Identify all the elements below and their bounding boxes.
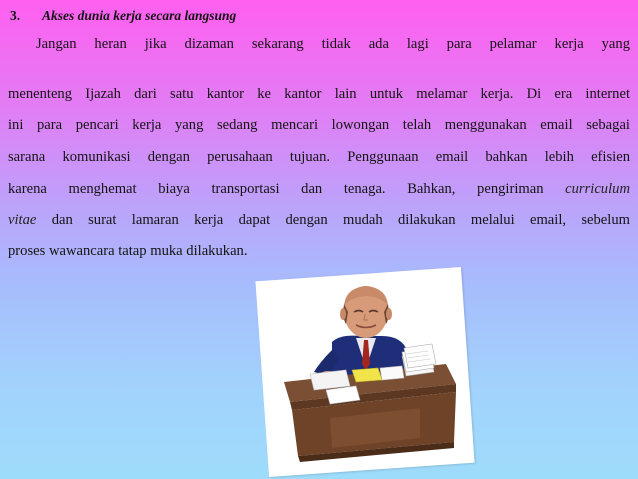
paragraph-line: sarana komunikasi dengan perusahaan tujuan. Penggunaan email bahkan lebih efisien <box>8 149 630 165</box>
italic-term: vitae <box>8 212 37 228</box>
man-at-desk-icon <box>270 278 462 464</box>
heading-title: Akses dunia kerja secara langsung <box>42 8 237 23</box>
paragraph-line-with-italic <box>8 181 630 198</box>
paragraph-line-with-italic <box>8 212 630 229</box>
heading-number: 3. <box>10 8 21 23</box>
paragraph-text: dan surat lamaran kerja dapat dengan mudah dilakukan melalui email, sebelum <box>51 212 630 228</box>
italic-term: curriculum <box>565 181 630 197</box>
paragraph-line: proses wawancara tatap muka dilakukan. <box>8 243 248 259</box>
section-heading <box>10 8 236 24</box>
paragraph-line: ini para pencari kerja yang sedang mencari lowongan telah menggunakan email sebagai <box>8 117 630 133</box>
paragraph-line: menenteng Ijazah dari satu kantor ke kantor lain untuk melamar kerja. Di era internet <box>8 86 630 102</box>
paragraph-line: Jangan heran jika dizaman sekarang tidak ada lagi para pelamar kerja yang <box>36 36 630 52</box>
paragraph-text: karena menghemat biaya transportasi dan tenaga. Bahkan, pengiriman <box>8 181 544 197</box>
